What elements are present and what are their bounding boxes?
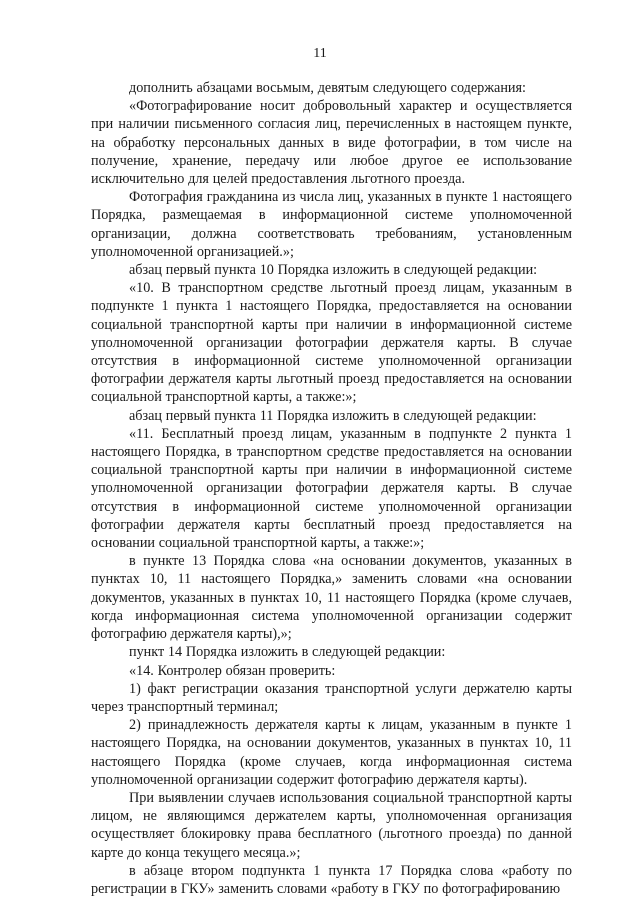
paragraph-item-14-head: «14. Контролер обязан проверить: <box>129 662 336 679</box>
document-body <box>91 79 572 898</box>
paragraph-photo-requirements: Фотография гражданина из числа лиц, указанных в пункте 1 настоящего Порядка, размещаемая в информационной системе уполномоченной организации, должна соответствовать требованиям, установленным уполномоченной организацией.»; <box>91 189 572 260</box>
paragraph-item-13-amend: в пункте 13 Порядка слова «на основании документов, указанных в пунктах 10, 11 настоящего Порядка,» заменить словами «на основании документов, указанных в пунктах 10, 11 настоящего Порядка (кроме случаев, когда информационная система уполномоченной организации содержит фотографию держателя карты),»; <box>91 553 572 643</box>
paragraph-amend-intro: дополнить абзацами восьмым, девятым следующего содержания: <box>129 80 526 96</box>
page-number: 11 <box>313 46 327 61</box>
paragraph-item-14-sub-1: 1) факт регистрации оказания транспортной услуги держателю карты через транспортный терминал; <box>91 680 572 715</box>
paragraph-item-10-text: «10. В транспортном средстве льготный проезд лицам, указанным в подпункте 1 пункта 1 настоящего Порядка, предоставляется на основании социальной транспортной карты при наличии в информационной системе уполномоченной организации фотографии держателя карты. В случае отсутствия в информационной системе уполномоченной организации фотографии держателя карты льготный проезд предоставляется на основании социальной транспортной карты, а также:»; <box>91 280 572 406</box>
paragraph-photo-voluntary: «Фотографирование носит добровольный характер и осуществляется при наличии письменного согласия лиц, перечисленных в настоящем пункте, на обработку персональных данных в виде фотографии, в том числе на получение, хранение, передачу или любое другое ее использование исключительно для целей предоставления льготного проезда. <box>91 98 572 188</box>
paragraph-blocking: При выявлении случаев использования социальной транспортной карты лицом, не являющимся держателем карты, уполномоченная организация осуществляет блокировку права бесплатного (льготного проезда) по данной карте до конца текущего месяца.»; <box>91 789 572 861</box>
paragraph-item-14-sub-2: 2) принадлежность держателя карты к лицам, указанным в пункте 1 настоящего Порядка, на основании документов, указанных в пунктах 10, 11 настоящего Порядка (кроме случаев, когда информационная система уполномоченной организации содержит фотографию держателя карты). <box>91 717 572 788</box>
paragraph-item-11-text: «11. Бесплатный проезд лицам, указанным в подпункте 2 пункта 1 настоящего Порядка, в транспортном средстве предоставляется на основании социальной транспортной карты при наличии в информационной системе уполномоченной организации фотографии держателя карты. В случае отсутствия в информационной системе уполномоченной организации фотографии держателя карты бесплатный проезд предоставляется на основании социальной транспортной карты, а также:»; <box>91 425 572 552</box>
paragraph-item-14-intro: пункт 14 Порядка изложить в следующей редакции: <box>129 644 446 661</box>
paragraph-item-11-intro: абзац первый пункта 11 Порядка изложить в следующей редакции: <box>129 407 537 424</box>
paragraph-item-10-intro: абзац первый пункта 10 Порядка изложить в следующей редакции: <box>129 262 538 279</box>
paragraph-item-17-amend: в абзаце втором подпункта 1 пункта 17 Порядка слова «работу по регистрации в ГКУ» заменить словами «работу в ГКУ по фотографированию <box>91 862 572 897</box>
